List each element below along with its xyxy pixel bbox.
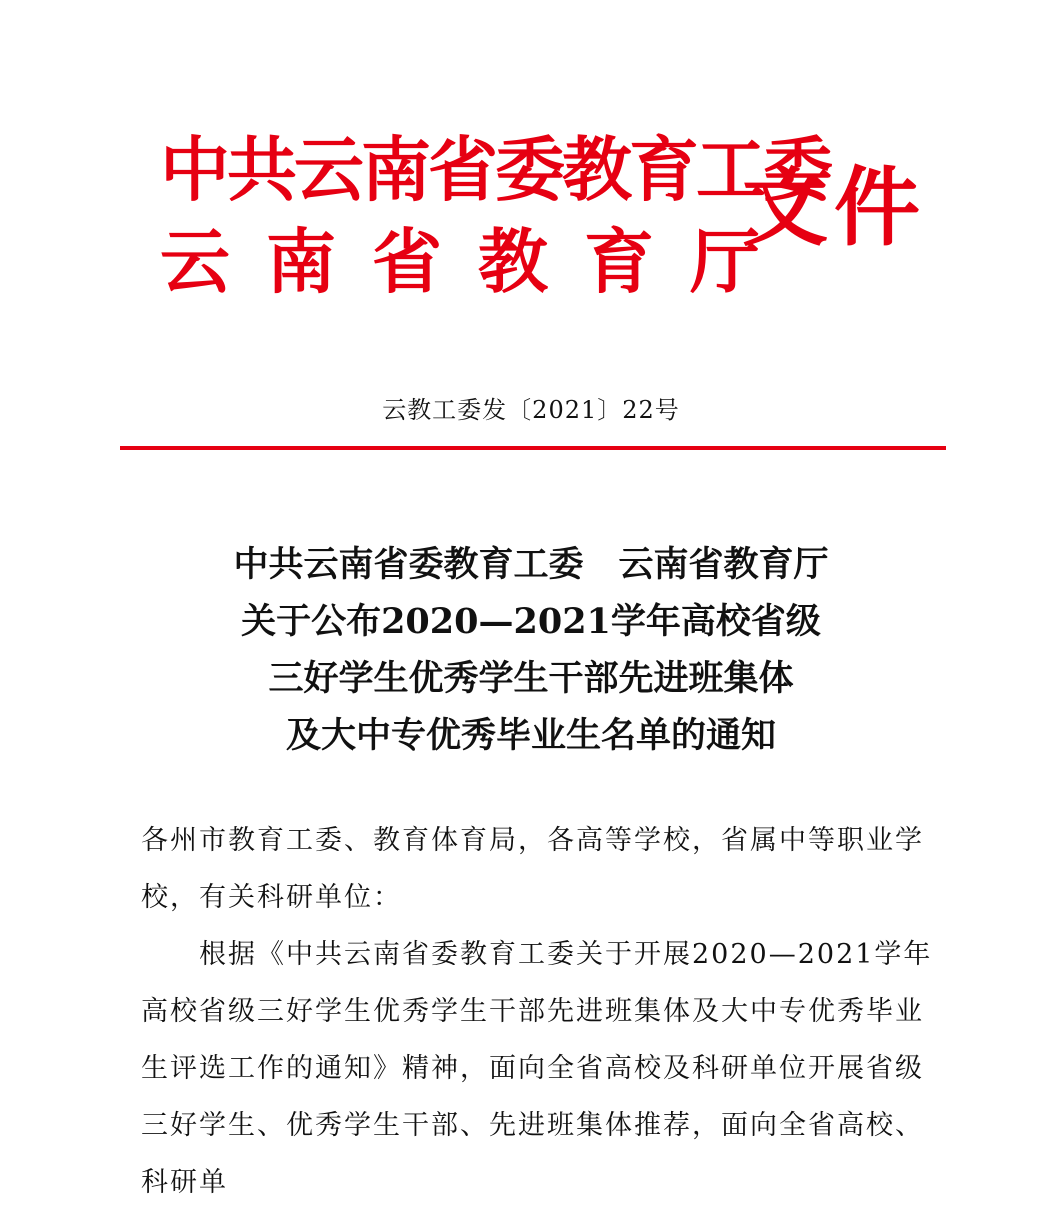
document-body: [141, 812, 941, 1211]
masthead-suffix: 文件: [742, 157, 926, 258]
title-line-2: 关于公布2020—2021学年高校省级: [241, 601, 821, 642]
red-separator-line: [120, 446, 946, 450]
salutation: 各州市教育工委、教育体育局，各高等学校，省属中等职业学校，有关科研单位：: [141, 825, 924, 913]
title-line-1: 中共云南省委教育工委 云南省教育厅: [233, 544, 829, 585]
document-title: [0, 536, 1062, 764]
document-number: 云教工委发〔2021〕22号: [382, 396, 680, 424]
masthead-issuer-line2: 云南省教育厅: [160, 220, 796, 303]
red-masthead: [0, 0, 1062, 330]
masthead-issuer-line1: 中共云南省委教育工委: [160, 128, 830, 211]
body-paragraph-1: 根据《中共云南省委教育工委关于开展2020—2021学年高校省级三好学生优秀学生干部先进班集体及大中专优秀毕业生评选工作的通知》精神，面向全省高校及科研单位开展省级三好学生、优秀学生干部、先进班集体推荐，面向全省高校、科研单: [141, 939, 933, 1198]
title-line-4: 及大中专优秀毕业生名单的通知: [285, 715, 776, 756]
title-line-3: 三好学生优秀学生干部先进班集体: [268, 658, 794, 699]
